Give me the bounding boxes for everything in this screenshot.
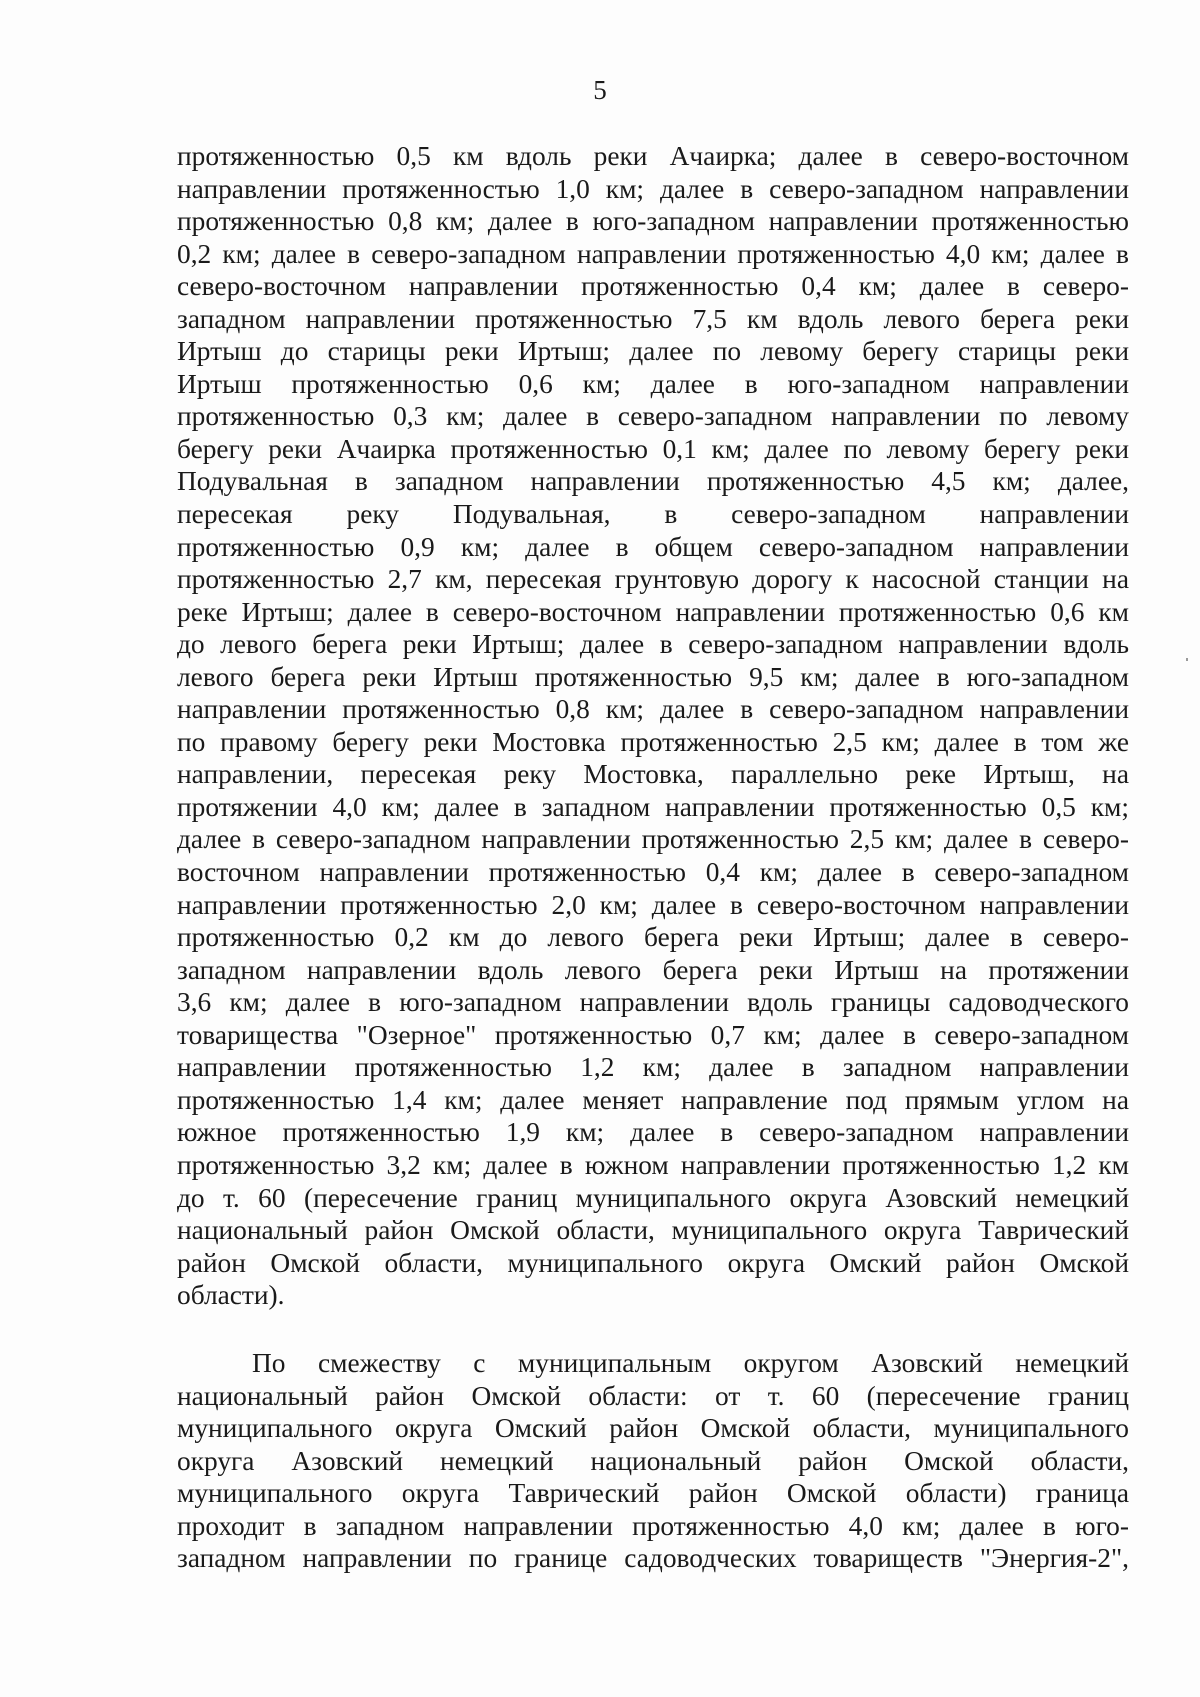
text-line: муниципального округа Таврический район Омской области) граница: [177, 1478, 1129, 1509]
text-line: округа Азовский немецкий национальный район Омской области,: [177, 1445, 1129, 1476]
text-line: протяженностью 1,4 км; далее меняет направление под прямым углом на: [177, 1084, 1129, 1115]
text-line: южное протяженностью 1,9 км; далее в северо-западном направлении: [177, 1117, 1129, 1148]
text-line: протяженностью 2,7 км, пересекая грунтовую дорогу к насосной станции на: [177, 564, 1129, 595]
text-line: западном направлении по границе садоводческих товариществ "Энергия-2",: [177, 1543, 1129, 1574]
text-line: протяжении 4,0 км; далее в западном направлении протяженностью 0,5 км;: [177, 791, 1129, 822]
text-line: направлении протяженностью 1,2 км; далее в западном направлении: [177, 1052, 1129, 1083]
text-line: по правому берегу реки Мостовка протяженностью 2,5 км; далее в том же: [177, 726, 1129, 757]
text-line: район Омской области, муниципального округа Омский район Омской: [177, 1247, 1129, 1278]
text-line: направлении протяженностью 1,0 км; далее в северо-западном направлении: [177, 173, 1129, 204]
text-line: протяженностью 3,2 км; далее в южном направлении протяженностью 1,2 км: [177, 1149, 1129, 1180]
text-line: левого берега реки Иртыш протяженностью 9,5 км; далее в юго-западном: [177, 661, 1129, 692]
text-line: направлении протяженностью 2,0 км; далее в северо-восточном направлении: [177, 889, 1129, 920]
text-line: Иртыш протяженностью 0,6 км; далее в юго-западном направлении: [177, 368, 1129, 399]
scan-speck: [1186, 658, 1188, 661]
text-line: муниципального округа Омский район Омской области, муниципального: [177, 1413, 1129, 1444]
text-line: протяженностью 0,9 км; далее в общем северо-западном направлении: [177, 531, 1129, 562]
text-line: восточном направлении протяженностью 0,4 км; далее в северо-западном: [177, 857, 1129, 888]
text-line: пересекая реку Подувальная, в северо-западном направлении: [177, 499, 1129, 530]
text-line: товарищества "Озерное" протяженностью 0,7 км; далее в северо-западном: [177, 1019, 1129, 1050]
text-line: далее в северо-западном направлении протяженностью 2,5 км; далее в северо-: [177, 824, 1129, 855]
text-line: 3,6 км; далее в юго-западном направлении вдоль границы садоводческого: [177, 987, 1129, 1018]
text-line: западном направлении протяженностью 7,5 км вдоль левого берега реки: [177, 303, 1129, 334]
text-line: западном направлении вдоль левого берега реки Иртыш на протяжении: [177, 954, 1129, 985]
text-line: направлении, пересекая реку Мостовка, параллельно реке Иртыш, на: [177, 759, 1129, 790]
text-line: Иртыш до старицы реки Иртыш; далее по левому берегу старицы реки: [177, 336, 1129, 367]
text-line: протяженностью 0,3 км; далее в северо-западном направлении по левому: [177, 401, 1129, 432]
text-line: национальный район Омской области, муниципального округа Таврический: [177, 1215, 1129, 1246]
text-line: 0,2 км; далее в северо-западном направлении протяженностью 4,0 км; далее в: [177, 238, 1129, 269]
text-line: до левого берега реки Иртыш; далее в северо-западном направлении вдоль: [177, 629, 1129, 660]
text-line: протяженностью 0,5 км вдоль реки Ачаирка; далее в северо-восточном: [177, 141, 1129, 171]
text-line: протяженностью 0,2 км до левого берега реки Иртыш; далее в северо-: [177, 922, 1129, 953]
page-number: 5: [593, 75, 607, 105]
text-line: Подувальная в западном направлении протяженностью 4,5 км; далее,: [177, 466, 1129, 497]
paragraph-boundary-description: [177, 140, 1129, 1312]
text-line: реке Иртыш; далее в северо-восточном направлении протяженностью 0,6 км: [177, 596, 1129, 627]
text-line: По смежеству с муниципальным округом Азовский немецкий: [252, 1348, 1129, 1378]
text-line: берегу реки Ачаирка протяженностью 0,1 км; далее по левому берегу реки: [177, 433, 1129, 464]
text-line: северо-восточном направлении протяженностью 0,4 км; далее в северо-: [177, 271, 1129, 302]
text-line: протяженностью 0,8 км; далее в юго-западном направлении протяженностью: [177, 206, 1129, 237]
text-line: проходит в западном направлении протяженностью 4,0 км; далее в юго-: [177, 1510, 1129, 1541]
text-line: национальный район Омской области: от т. 60 (пересечение границ: [177, 1380, 1129, 1411]
text-line: области).: [177, 1280, 285, 1311]
text-line: направлении протяженностью 0,8 км; далее в северо-западном направлении: [177, 694, 1129, 725]
paragraph-adjacency-azov: [177, 1347, 1129, 1575]
text-line: до т. 60 (пересечение границ муниципального округа Азовский немецкий: [177, 1182, 1129, 1213]
